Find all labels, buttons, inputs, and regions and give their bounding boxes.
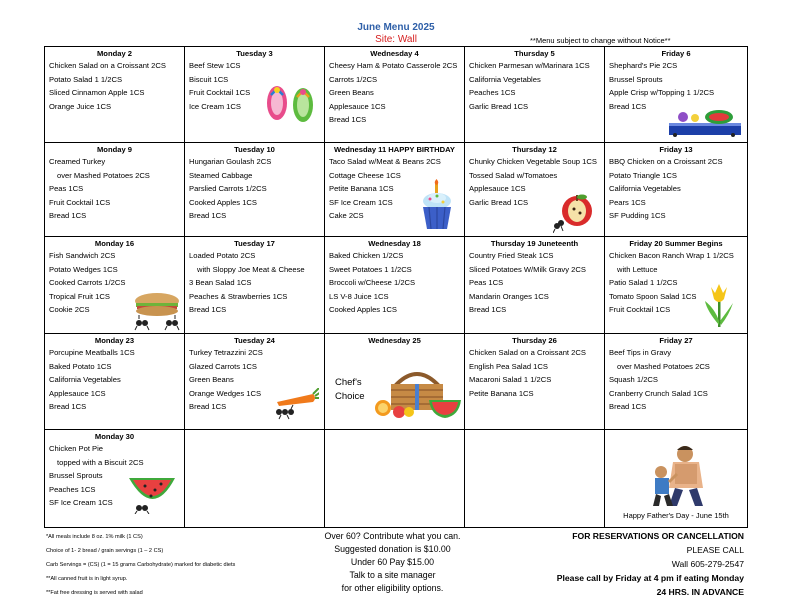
menu-item: Cheesy Ham & Potato Casserole 2CS <box>329 61 458 70</box>
menu-item: Loaded Potato 2CS <box>189 251 256 260</box>
birthday-cupcake-icon <box>417 179 457 231</box>
day-heading: Monday 23 <box>94 336 135 345</box>
menu-item: Porcupine Meatballs 1CS <box>49 348 135 357</box>
carrot-ant-icon <box>269 388 319 420</box>
call-deadline: Please call by Friday at 4 pm if eating Monday <box>556 573 744 583</box>
day-heading: Thursday 12 <box>512 145 557 154</box>
day-heading <box>605 430 747 431</box>
menu-item: Cottage Cheese 1CS <box>329 170 401 180</box>
day-cell <box>605 334 748 430</box>
menu-item: Potato Wedges 1CS <box>49 264 118 274</box>
menu-items <box>185 155 324 223</box>
day-heading <box>325 430 464 431</box>
menu-items <box>605 346 747 414</box>
site-name: Site: Wall <box>375 34 417 45</box>
day-heading <box>465 430 604 431</box>
day-cell <box>605 430 748 528</box>
menu-item: Garlic Bread 1CS <box>469 197 529 207</box>
day-heading: Thursday 19 Juneteenth <box>490 239 579 248</box>
menu-item: Chicken Salad on a Croissant 2CS <box>469 348 586 357</box>
apple-ant-icon <box>553 193 597 233</box>
menu-item: Orange Juice 1CS <box>49 101 112 111</box>
father-son-icon <box>645 444 709 508</box>
day-heading: Friday 13 <box>659 145 693 154</box>
menu-item: Bread 1CS <box>189 305 227 315</box>
day-cell <box>45 237 185 334</box>
menu-items <box>325 59 464 127</box>
menu-item: over Mashed Potatoes 2CS <box>57 170 150 180</box>
day-cell <box>45 47 185 143</box>
menu-item: Carrots 1/2CS <box>329 74 378 84</box>
menu-item: Cooked Apples 1CS <box>329 305 397 315</box>
menu-items <box>45 59 184 113</box>
menu-item: Creamed Turkey <box>49 157 106 166</box>
change-notice: **Menu subject to change without Notice** <box>530 36 671 45</box>
chefs-choice-line: Chef's <box>335 377 362 388</box>
menu-item: Applesauce 1CS <box>49 388 106 398</box>
menu-item: Applesauce 1CS <box>329 101 386 111</box>
menu-item: Shephard's Pie 2CS <box>609 61 678 70</box>
menu-item: Peaches & Strawberries 1CS <box>189 291 288 301</box>
day-heading: Monday 30 <box>94 432 135 441</box>
menu-item: LS V-8 Juice 1CS <box>329 291 389 301</box>
menu-item: over Mashed Potatoes 2CS <box>617 361 710 371</box>
menu-item: Fruit Cocktail 1CS <box>609 305 671 315</box>
menu-item: SF Ice Cream 1CS <box>49 498 113 508</box>
picnic-basket-icon <box>373 364 463 422</box>
menu-item: Beef Stew 1CS <box>189 61 241 70</box>
menu-item: topped with a Biscuit 2CS <box>57 457 144 467</box>
day-cell <box>465 237 605 334</box>
menu-item: Cookie 2CS <box>49 305 90 315</box>
menu-item: Bread 1CS <box>329 115 367 125</box>
menu-item: Applesauce 1CS <box>469 184 526 194</box>
day-cell <box>465 143 605 237</box>
menu-title: June Menu 2025 <box>357 22 435 33</box>
menu-item: Biscuit 1CS <box>189 74 229 84</box>
menu-item: Peas 1CS <box>49 184 84 194</box>
menu-item: Tropical Fruit 1CS <box>49 291 110 301</box>
menu-item: 3 Bean Salad 1CS <box>189 278 252 288</box>
menu-item: Petite Banana 1CS <box>469 388 534 398</box>
picnic-ants-icon <box>667 105 743 139</box>
menu-item: Chicken Salad on a Croissant 2CS <box>49 61 166 70</box>
menu-item: English Pea Salad 1CS <box>469 361 548 371</box>
menu-item: Baked Potato 1CS <box>49 361 112 371</box>
menu-item: Cooked Apples 1CS <box>189 197 257 207</box>
menu-item: Squash 1/2CS <box>609 375 658 385</box>
menu-item: Mandarin Oranges 1CS <box>469 291 549 301</box>
donation-line: for other eligibility options. <box>341 583 444 593</box>
menu-item: Bread 1CS <box>189 402 227 412</box>
menu-item: Tomato Spoon Salad 1CS <box>609 291 697 301</box>
day-heading: Tuesday 10 <box>234 145 275 154</box>
menu-item: Green Beans <box>329 88 374 98</box>
donation-line: Suggested donation is $10.00 <box>334 544 451 554</box>
day-cell <box>325 334 465 430</box>
menu-item: Fruit Cocktail 1CS <box>49 197 111 207</box>
donation-line: Under 60 Pay $15.00 <box>350 557 435 567</box>
day-cell <box>185 237 325 334</box>
menu-items <box>45 346 184 414</box>
day-cell <box>325 143 465 237</box>
day-heading: Friday 6 <box>661 49 691 58</box>
menu-items <box>465 346 604 400</box>
flip-flops-icon <box>263 81 319 125</box>
day-cell <box>465 430 605 528</box>
menu-item: Garlic Bread 1CS <box>469 101 529 111</box>
menu-item: Apple Crisp w/Topping 1 1/2CS <box>609 88 715 98</box>
day-heading: Wednesday 4 <box>370 49 419 58</box>
day-cell <box>45 430 185 528</box>
menu-item: California Vegetables <box>609 184 681 194</box>
advance-notice: 24 HRS. IN ADVANCE <box>656 587 744 597</box>
menu-item: Sweet Potatoes 1 1/2CS <box>329 264 412 274</box>
menu-item: Sliced Cinnamon Apple 1CS <box>49 88 145 98</box>
donation-line: Talk to a site manager <box>349 570 436 580</box>
menu-item: Orange Wedges 1CS <box>189 388 262 398</box>
menu-item: Cranberry Crunch Salad 1CS <box>609 388 708 398</box>
menu-item: Macaroni Salad 1 1/2CS <box>469 375 552 385</box>
reservation-heading: FOR RESERVATIONS OR CANCELLATION <box>572 531 744 541</box>
menu-item: Ice Cream 1CS <box>189 101 241 111</box>
donation-line: Over 60? Contribute what you can. <box>324 531 461 541</box>
menu-item: Taco Salad w/Meat & Beans 2CS <box>329 157 441 166</box>
menu-item: with Sloppy Joe Meat & Cheese <box>197 264 305 274</box>
menu-item: Hungarian Goulash 2CS <box>189 157 272 166</box>
day-heading <box>185 430 324 431</box>
menu-items <box>465 59 604 113</box>
menu-item: Turkey Tetrazzini 2CS <box>189 348 263 357</box>
donation-info <box>300 530 485 595</box>
menu-calendar <box>44 46 748 528</box>
menu-items <box>605 155 747 223</box>
menu-item: Brussel Sprouts <box>49 471 103 481</box>
day-cell <box>465 334 605 430</box>
menu-item: Fruit Cocktail 1CS <box>189 88 251 98</box>
note-line: Choice of 1- 2 bread / grain servings (1 – 2 CS) <box>46 548 164 554</box>
day-heading: Wednesday 18 <box>368 239 421 248</box>
menu-item: Beef Tips in Gravy <box>609 348 672 357</box>
menu-item: Country Fried Steak 1CS <box>469 251 554 260</box>
menu-item: Tossed Salad w/Tomatoes <box>469 170 558 180</box>
menu-item: Fish Sandwich 2CS <box>49 251 116 260</box>
menu-item: Chicken Parmesan w/Marinara 1CS <box>469 61 590 70</box>
day-cell <box>325 237 465 334</box>
menu-item: Bread 1CS <box>49 402 87 412</box>
day-heading: Friday 20 Summer Begins <box>629 239 723 248</box>
menu-item: Potato Triangle 1CS <box>609 170 677 180</box>
menu-item: Broccoli w/Cheese 1/2CS <box>329 278 416 288</box>
menu-item: Pears 1CS <box>609 197 646 207</box>
menu-item: Green Beans <box>189 375 234 385</box>
day-heading: Tuesday 24 <box>234 336 275 345</box>
menu-item: Chunky Chicken Vegetable Soup 1CS <box>469 157 597 166</box>
menu-item: Brussel Sprouts <box>609 74 663 84</box>
menu-item: Petite Banana 1CS <box>329 184 394 194</box>
menu-item: SF Pudding 1CS <box>609 211 666 221</box>
menu-item: Patio Salad 1 1/2CS <box>609 278 678 288</box>
chefs-choice-line: Choice <box>335 391 365 402</box>
menu-item: Peaches 1CS <box>49 484 96 494</box>
menu-item: with Lettuce <box>617 264 658 274</box>
menu-item: Sliced Potatoes W/Milk Gravy 2CS <box>469 264 586 274</box>
day-heading: Monday 9 <box>96 145 133 154</box>
day-heading: Friday 27 <box>659 336 693 345</box>
menu-item: Cake 2CS <box>329 211 364 221</box>
day-heading: Thursday 5 <box>514 49 555 58</box>
menu-item: SF Ice Cream 1CS <box>329 197 393 207</box>
day-heading: Tuesday 3 <box>236 49 273 58</box>
day-cell <box>45 334 185 430</box>
menu-item: Baked Chicken 1/2CS <box>329 251 404 260</box>
menu-item: California Vegetables <box>469 74 541 84</box>
meal-notes <box>46 530 316 600</box>
day-cell <box>605 143 748 237</box>
day-heading: Wednesday 25 <box>368 336 421 345</box>
day-cell <box>45 143 185 237</box>
note-line: Carb Servings = (CS) (1 = 15 grams Carbohydrate) marked for diabetic diets <box>46 562 236 568</box>
menu-item: Glazed Carrots 1CS <box>189 361 257 371</box>
day-cell <box>185 47 325 143</box>
day-cell <box>325 430 465 528</box>
menu-item: Bread 1CS <box>49 211 87 221</box>
day-heading: Wednesday 11 HAPPY BIRTHDAY <box>334 145 455 154</box>
menu-item: Chicken Pot Pie <box>49 444 104 453</box>
note-line: **All canned fruit is in light syrup. <box>46 576 128 582</box>
menu-item: Steamed Cabbage <box>189 170 253 180</box>
day-cell <box>605 47 748 143</box>
fathers-day-caption: Happy Father's Day - June 15th <box>623 511 729 521</box>
day-cell <box>605 237 748 334</box>
menu-item: California Vegetables <box>49 375 121 385</box>
day-cell <box>185 334 325 430</box>
sandwich-ants-icon <box>129 289 183 331</box>
menu-items <box>325 249 464 317</box>
menu-item: Bread 1CS <box>189 211 227 221</box>
phone-number: Wall 605-279-2547 <box>671 559 744 569</box>
menu-item: Bread 1CS <box>469 305 507 315</box>
menu-item: Chicken Bacon Ranch Wrap 1 1/2CS <box>609 251 734 260</box>
menu-item: Bread 1CS <box>609 402 647 412</box>
watermelon-ant-icon <box>125 470 177 514</box>
day-cell <box>325 47 465 143</box>
menu-items <box>465 249 604 317</box>
day-heading: Thursday 26 <box>512 336 557 345</box>
day-heading: Tuesday 17 <box>234 239 275 248</box>
menu-item: Peaches 1CS <box>469 88 516 98</box>
tulip-icon <box>701 281 737 329</box>
day-cell <box>185 430 325 528</box>
chefs-choice-note <box>335 376 365 404</box>
note-line: *All meals include 8 oz. 1% milk (1 CS) <box>46 534 143 540</box>
menu-item: Cooked Carrots 1/2CS <box>49 278 126 288</box>
menu-item: Peas 1CS <box>469 278 504 288</box>
day-heading: Monday 2 <box>96 49 133 58</box>
day-cell <box>185 143 325 237</box>
menu-item: BBQ Chicken on a Croissant 2CS <box>609 157 723 166</box>
menu-items <box>45 155 184 223</box>
day-heading: Monday 16 <box>94 239 135 248</box>
please-call: PLEASE CALL <box>686 545 744 555</box>
menu-item: Potato Salad 1 1/2CS <box>49 74 123 84</box>
menu-item: Bread 1CS <box>609 101 647 111</box>
note-line: **Fat free dressing is served with salad <box>46 590 143 596</box>
reservation-info <box>516 529 744 599</box>
menu-items <box>185 249 324 317</box>
day-cell <box>465 47 605 143</box>
menu-item: Parslied Carrots 1/2CS <box>189 184 267 194</box>
